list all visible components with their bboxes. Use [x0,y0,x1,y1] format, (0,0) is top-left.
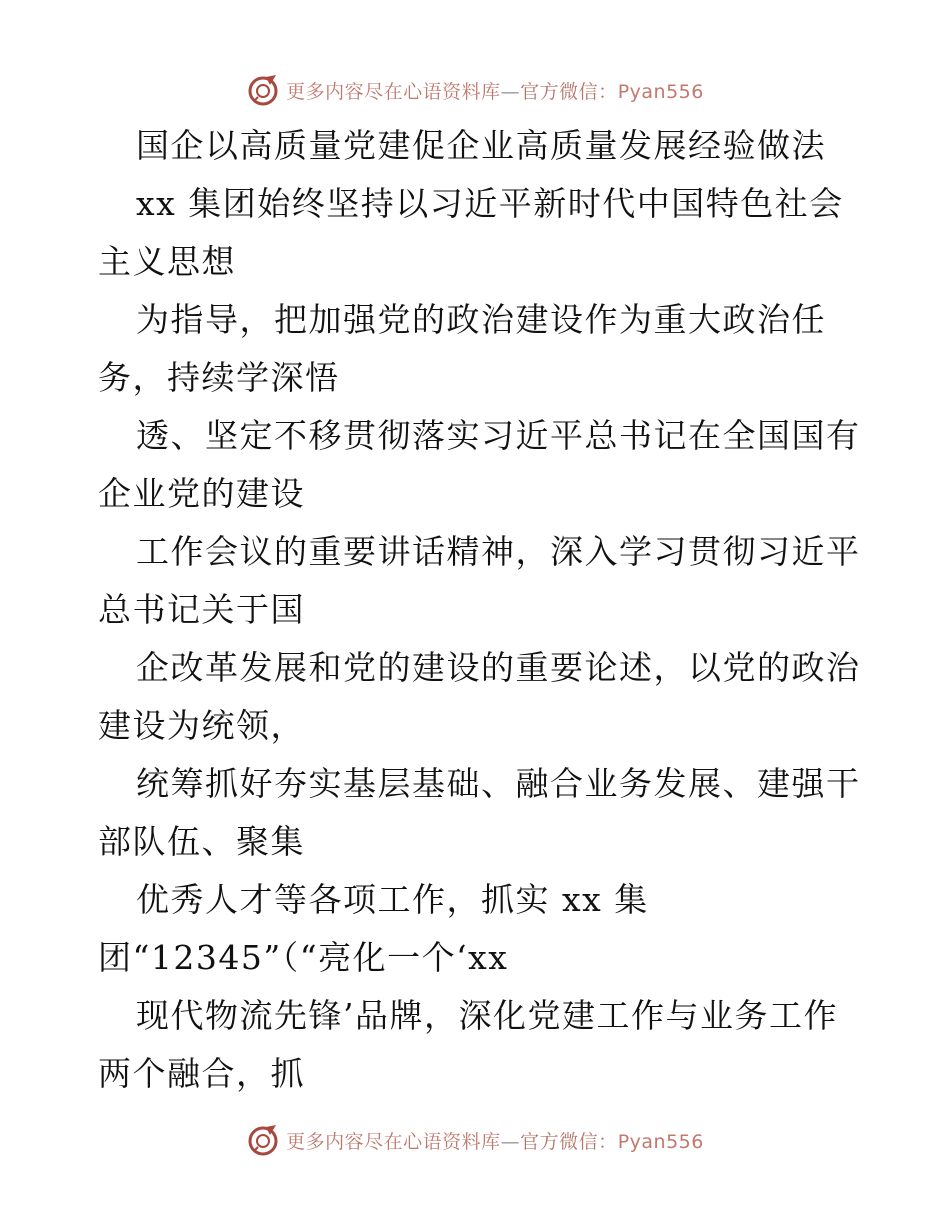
header-brand: 更多内容尽在心语资料库 [286,80,501,103]
footer-separator: — [500,1130,521,1153]
text-line: 团“12345”（“亮化一个‘xx [98,938,509,977]
text-line: 工作会议的重要讲话精神，深入学习贯彻习近平 [136,532,861,571]
text-line: 透、坚定不移贯彻落实习近平总书记在全国国有 [136,416,861,455]
text-line: 为指导，把加强党的政治建设作为重大政治任 [136,300,826,339]
header-watermark [0,70,950,110]
text-line: 优秀人才等各项工作，抓实 xx 集 [136,880,649,919]
text-line: 总书记关于国 [98,590,305,629]
text-line: 主义思想 [98,242,236,281]
text-line: 统筹抓好夯实基层基础、融合业务发展、建强干 [136,764,861,803]
footer-contact-label: 官方微信： [520,1130,618,1153]
header-contact-id: Pyan556 [617,80,704,103]
text-line: 务，持续学深悟 [98,358,340,397]
footer-brand: 更多内容尽在心语资料库 [286,1130,501,1153]
header-separator: — [500,80,521,103]
text-line: 两个融合，抓 [98,1054,305,1093]
footer-watermark [0,1120,950,1160]
text-line: 企改革发展和党的建设的重要论述，以党的政治 [136,648,861,687]
text-line: 企业党的建设 [98,474,305,513]
logo-icon [246,73,280,107]
text-line: xx 集团始终坚持以习近平新时代中国特色社会 [136,184,844,223]
text-line: 建设为统领， [98,706,305,745]
header-contact-label: 官方微信： [520,80,618,103]
text-line: 现代物流先锋’品牌，深化党建工作与业务工作 [136,996,838,1035]
document-title: 国企以高质量党建促企业高质量发展经验做法 [136,126,826,165]
footer-contact-id: Pyan556 [617,1130,704,1153]
logo-icon [246,1123,280,1157]
text-line: 部队伍、聚集 [98,822,305,861]
